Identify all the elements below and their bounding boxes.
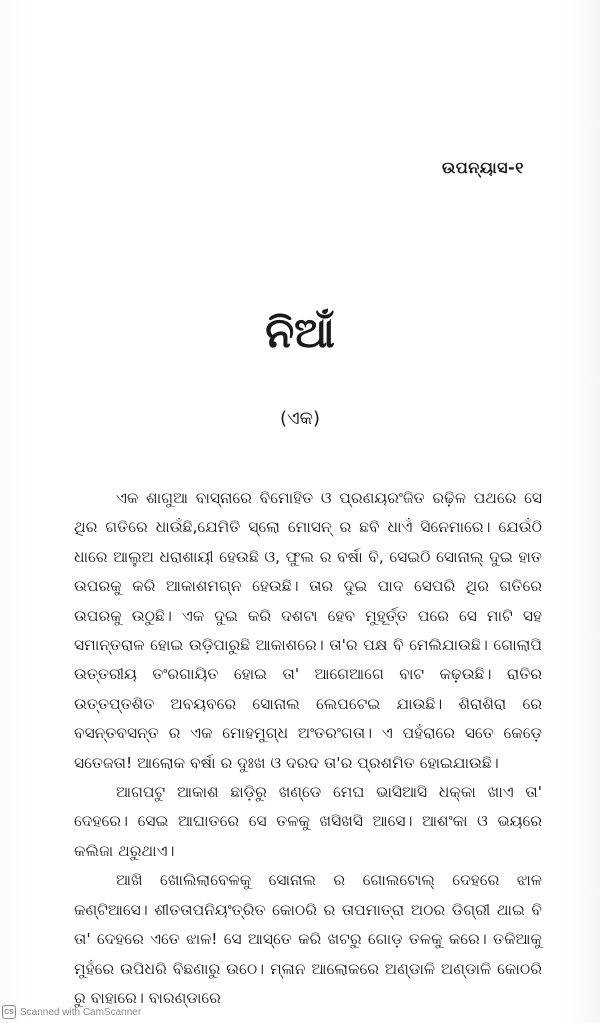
paragraph-1: ଏକ ଶାଗୁଆ ବାସ୍ନାରେ ବିମୋହିତ ଓ ପ୍ରଣୟରଂଜିତ ରଢ଼ିଳ ପଥରେ ସେ ଥିର ଗତିରେ ଧାଉଁଛି,ଯେମିତି ସ୍ଲୋ ମୋସନ୍ ର ଛବି ଧାଏଁ ସିନେମାରେ। ଯେଉଁଠି ଧାରେ ଆଲୁଅ ଧରାଶାୟୀ ହେଉଛି ଓ, ଫୁଲ ର ବର୍ଷା ବି, ସେଇଠି ସୋନାଲ୍ ଦୁଇ ହାତ ଉପରକୁ କରି ଆକାଶମଗ୍ନ ହେଉଛି। ତାର ଦୁଇ ପାଦ ସେପରି ଥିର ଗତିରେ ଉପରକୁ ଉଠୁଛି। ଏକ ଦୁଇ କରି ଦଶଟା ହେବ ମୁହୂର୍ତ୍ତ ପରେ ସେ ମାଟି ସହ ସମାନ୍ତରାଳ ହୋଇ ଉଡ଼ିପାରୁଛି ଆକାଶରେ। ତା'ର ପକ୍ଷ ବି ମେଲିଯାଉଛି। ଗୋଲାପି ଉତ୍ତରୀୟ ତଂରଗାୟିତ ହୋଇ ତା' ଆଗେଆଗେ ବାଟ କଢ଼ଉଛି। ରାତିର ଉତ୍ତପ୍ତଶିତ ଅବୟବରେ ସୋନାଲ ଲେପଟେଇ ଯାଉଛି। ଶିରାଶିରା ରେ ବସନ୍ତବସନ୍ତ ର ଏକ ମୋହମୁଗ୍ଧ ଅଂତରଂଗତା। ଏ ପହଁରାରେ ସତେ କେଡ଼େ ସତେଜତା! ଆଲୋକ ବର୍ଷା ର ଦୁଃଖ ଓ ଦରଦ ତା'ର ପ୍ରଶମିତ ହୋଇଯାଉଛି। bbox=[74, 489, 542, 772]
camscanner-logo-icon: CS bbox=[2, 1005, 16, 1019]
paragraph-3: ଆଖି ଖୋଲିଲାବେଳକୁ ସୋନାଲ ର ଗୋଲଟୋଲ୍ ଦେହରେ ଝାଳ କଣ୍ଟିଆସେ। ଶୀତତାପନିୟଂତ୍ରିତ କୋଠରି ର ତାପମାତ୍ରା ଅଠର ଡିଗ୍ରୀ ଥାଇ ବି ତା' ଦେହରେ ଏତେ ଝାଳ! ସେ ଆସ୍ତେ କରି ଖଟରୁ ଗୋଡ଼ ତଳକୁ କରେ। ତକିଆକୁ ମୁହଁରେ ଉପିଧରି ବିଛଣାରୁ ଉଠେ। ମ୍ଳାନ ଆଲୋକରେ ଅଣ୍ଡାଳି ଅଣ୍ଡାଳି କୋଠରି ରୁ ବାହାରେ। ବାରଣ୍ଡାରେ bbox=[74, 871, 542, 1007]
chapter-header-label: ଉପନ୍ୟାସ-୧ bbox=[441, 158, 524, 177]
paragraph-2: ଆଗପଟୁ ଆକାଶ ଛାଡ଼ିରୁ ଖଣ୍ଡେ ମେଘ ଭାସିଆସି ଧକ୍କା ଖାଏ ତା' ଦେହରେ। ସେଇ ଆଘାତରେ ସେ ତଳକୁ ଖସିଖସି ଆସେ। ଆଶଂକା ଓ ଭୟରେ କଲିଜା ଥରୁଥାଏ। bbox=[74, 783, 542, 860]
page-title: ନିଆଁ bbox=[265, 308, 335, 357]
body-text bbox=[74, 484, 542, 1013]
chapter-number: (ଏକ) bbox=[279, 408, 320, 429]
scanner-watermark bbox=[2, 1004, 141, 1020]
watermark-text: Scanned with CamScanner bbox=[20, 1006, 142, 1018]
